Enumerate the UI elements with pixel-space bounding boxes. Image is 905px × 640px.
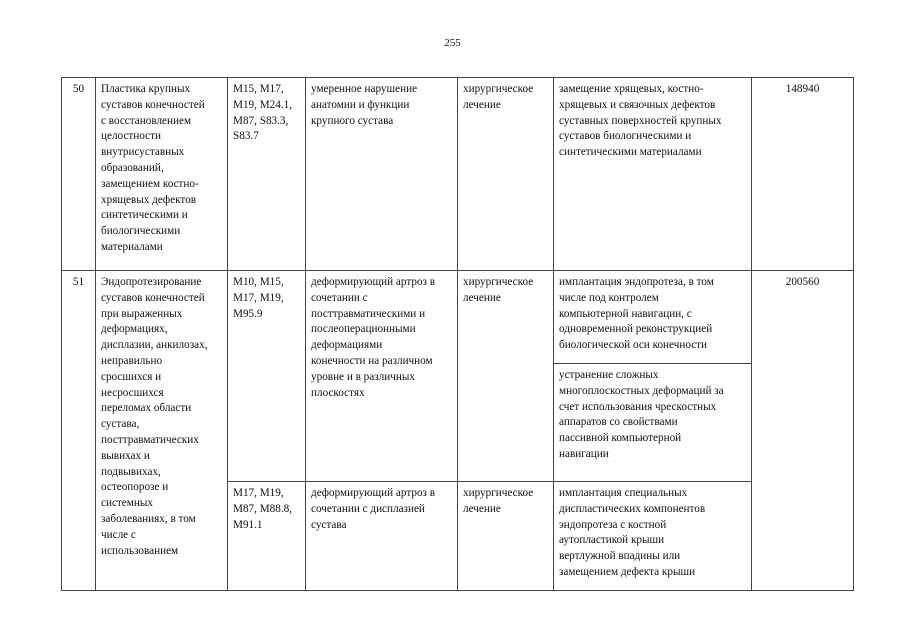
treatment-method: замещение хрящевых, костно- хрящевых и связочных дефектов суставных поверхностей крупных суставов биологическими и синтетическими материалами <box>554 78 752 271</box>
diagnosis-codes: M17, M19, M87, M88.8, M91.1 <box>228 482 306 591</box>
patient-model: деформирующий артроз в сочетании с посттравматическими и послеоперационными деформациями конечности на различном уровне и в различных плоскостях <box>306 271 458 482</box>
treatment-type: хирургическое лечение <box>458 78 554 271</box>
treatment-type: хирургическое лечение <box>458 482 554 591</box>
treatment-method: имплантация специальных диспластических компонентов эндопротеза с костной аутопластикой крыши вертлужной впадины или замещением дефекта крыши <box>554 482 752 591</box>
price: 200560 <box>752 271 854 591</box>
diagnosis-codes: M15, M17, M19, M24.1, M87, S83.3, S83.7 <box>228 78 306 271</box>
row-number: 51 <box>62 271 96 591</box>
treatment-method: устранение сложных многоплоскостных деформаций за счет использования чрескостных аппаратов со свойствами пассивной компьютерной навигации <box>554 364 752 482</box>
treatment-method: имплантация эндопротеза, в том числе под контролем компьютерной навигации, с одновременной реконструкцией биологической оси конечности <box>554 271 752 364</box>
procedure-name: Эндопротезирование суставов конечностей при выраженных деформациях, дисплазии, анкилозах, неправильно сросшихся и несросшихся переломах области сустава, посттравматических вывихах и подвывихах, остеопорозе и системных заболеваниях, в том числе с использованием <box>96 271 228 591</box>
procedures-table <box>61 77 854 591</box>
price: 148940 <box>752 78 854 271</box>
treatment-type: хирургическое лечение <box>458 271 554 482</box>
diagnosis-codes: M10, M15, M17, M19, M95.9 <box>228 271 306 482</box>
patient-model: умеренное нарушение анатомии и функции крупного сустава <box>306 78 458 271</box>
row-number: 50 <box>62 78 96 271</box>
table-row <box>62 78 854 271</box>
procedure-name: Пластика крупных суставов конечностей с восстановлением целостности внутрисуставных образований, замещением костно- хрящевых дефектов синтетическими и биологическими материалами <box>96 78 228 271</box>
page-number: 255 <box>444 37 461 49</box>
patient-model: деформирующий артроз в сочетании с дисплазией сустава <box>306 482 458 591</box>
table-row <box>62 271 854 364</box>
